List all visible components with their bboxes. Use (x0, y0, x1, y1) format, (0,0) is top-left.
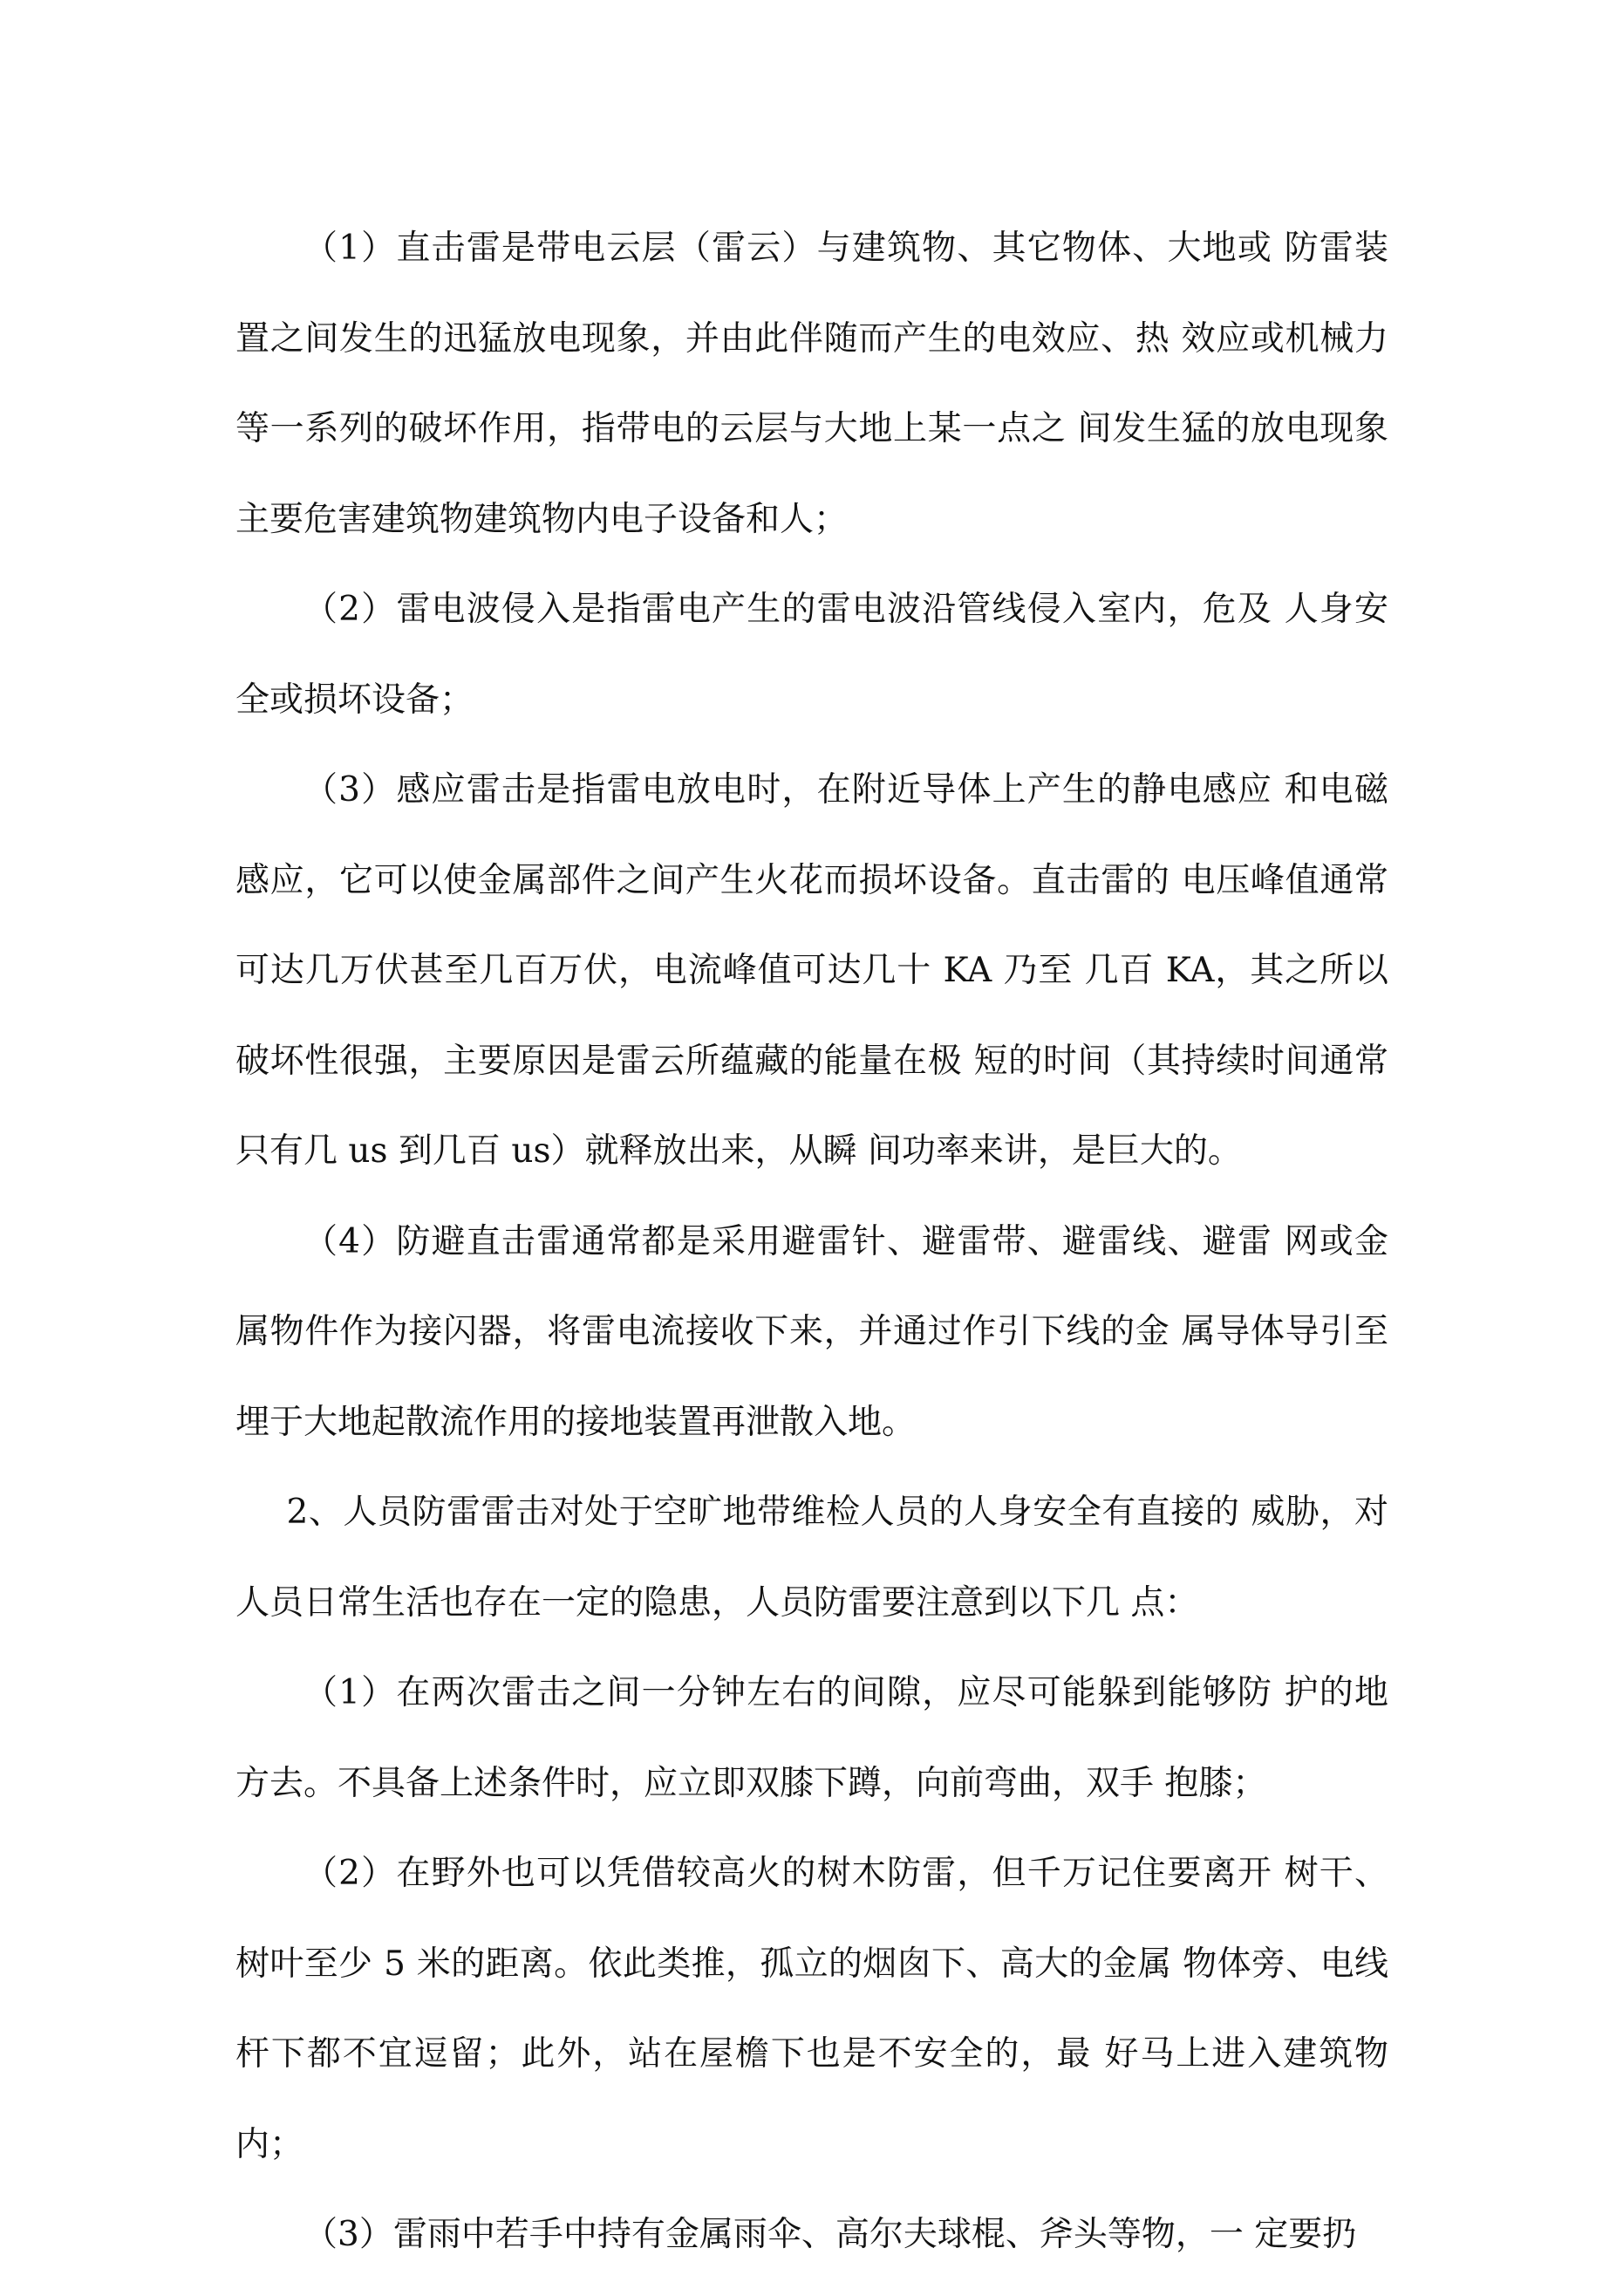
paragraph-shelter-crouch: （1）在两次雷击之间一分钟左右的间隙，应尽可能躲到能够防 护的地方去。不具备上述条件时，应立即双膝下蹲，向前弯曲，双手 抱膝； (235, 1673, 1388, 1803)
paragraph-metal-objects: （3）雷雨中若手中持有金属雨伞、高尔夫球棍、斧头等物，一 定要扔 (303, 2215, 1357, 2254)
paragraph-direct-lightning: （1）直击雷是带电云层（雷云）与建筑物、其它物体、大地或 防雷装置之间发生的迅猛放电现象，并由此伴随而产生的电效应、热 效应或机械力等一系列的破坏作用，指带电的云层与大地上某一点之 间发生猛的放电现象主要危害建筑物建筑物内电子设备和人； (235, 229, 1388, 539)
paragraph-trees-distance: （2）在野外也可以凭借较高火的树木防雷，但千万记住要离开 树干、树叶至少 5 米的距离。依此类推，孤立的烟囱下、高大的金属 物体旁、电线杆下都不宜逗留；此外，站在屋檐下也是不安全的，最 好马上进入建筑物内； (235, 1854, 1388, 2164)
document-body (235, 203, 1388, 2280)
paragraph-personnel-protection: 2、人员防雷雷击对处于空旷地带维检人员的人身安全有直接的 威胁，对人员日常生活也存在一定的隐患，人员防雷要注意到以下几 点： (235, 1493, 1388, 1623)
paragraph-induced-lightning: （3）感应雷击是指雷电放电时，在附近导体上产生的静电感应 和电磁感应，它可以使金属部件之间产生火花而损坏设备。直击雷的 电压峰值通常可达几万伏甚至几百万伏，电流峰值可达几十 KA 乃至 几百 KA，其之所以破坏性很强，主要原因是雷云所蕴藏的能量在极 短的时间（其持续时间通常只有几 us 到几百 us）就释放出来，从瞬 间功率来讲，是巨大的。 (235, 770, 1388, 1171)
paragraph-direct-lightning-protection: （4）防避直击雷通常都是采用避雷针、避雷带、避雷线、避雷 网或金属物件作为接闪器，将雷电流接收下来，并通过作引下线的金 属导体导引至埋于大地起散流作用的接地装置再泄散入地。 (235, 1221, 1388, 1442)
paragraph-lightning-wave-intrusion: （2）雷电波侵入是指雷电产生的雷电波沿管线侵入室内，危及 人身安全或损坏设备； (235, 590, 1388, 720)
